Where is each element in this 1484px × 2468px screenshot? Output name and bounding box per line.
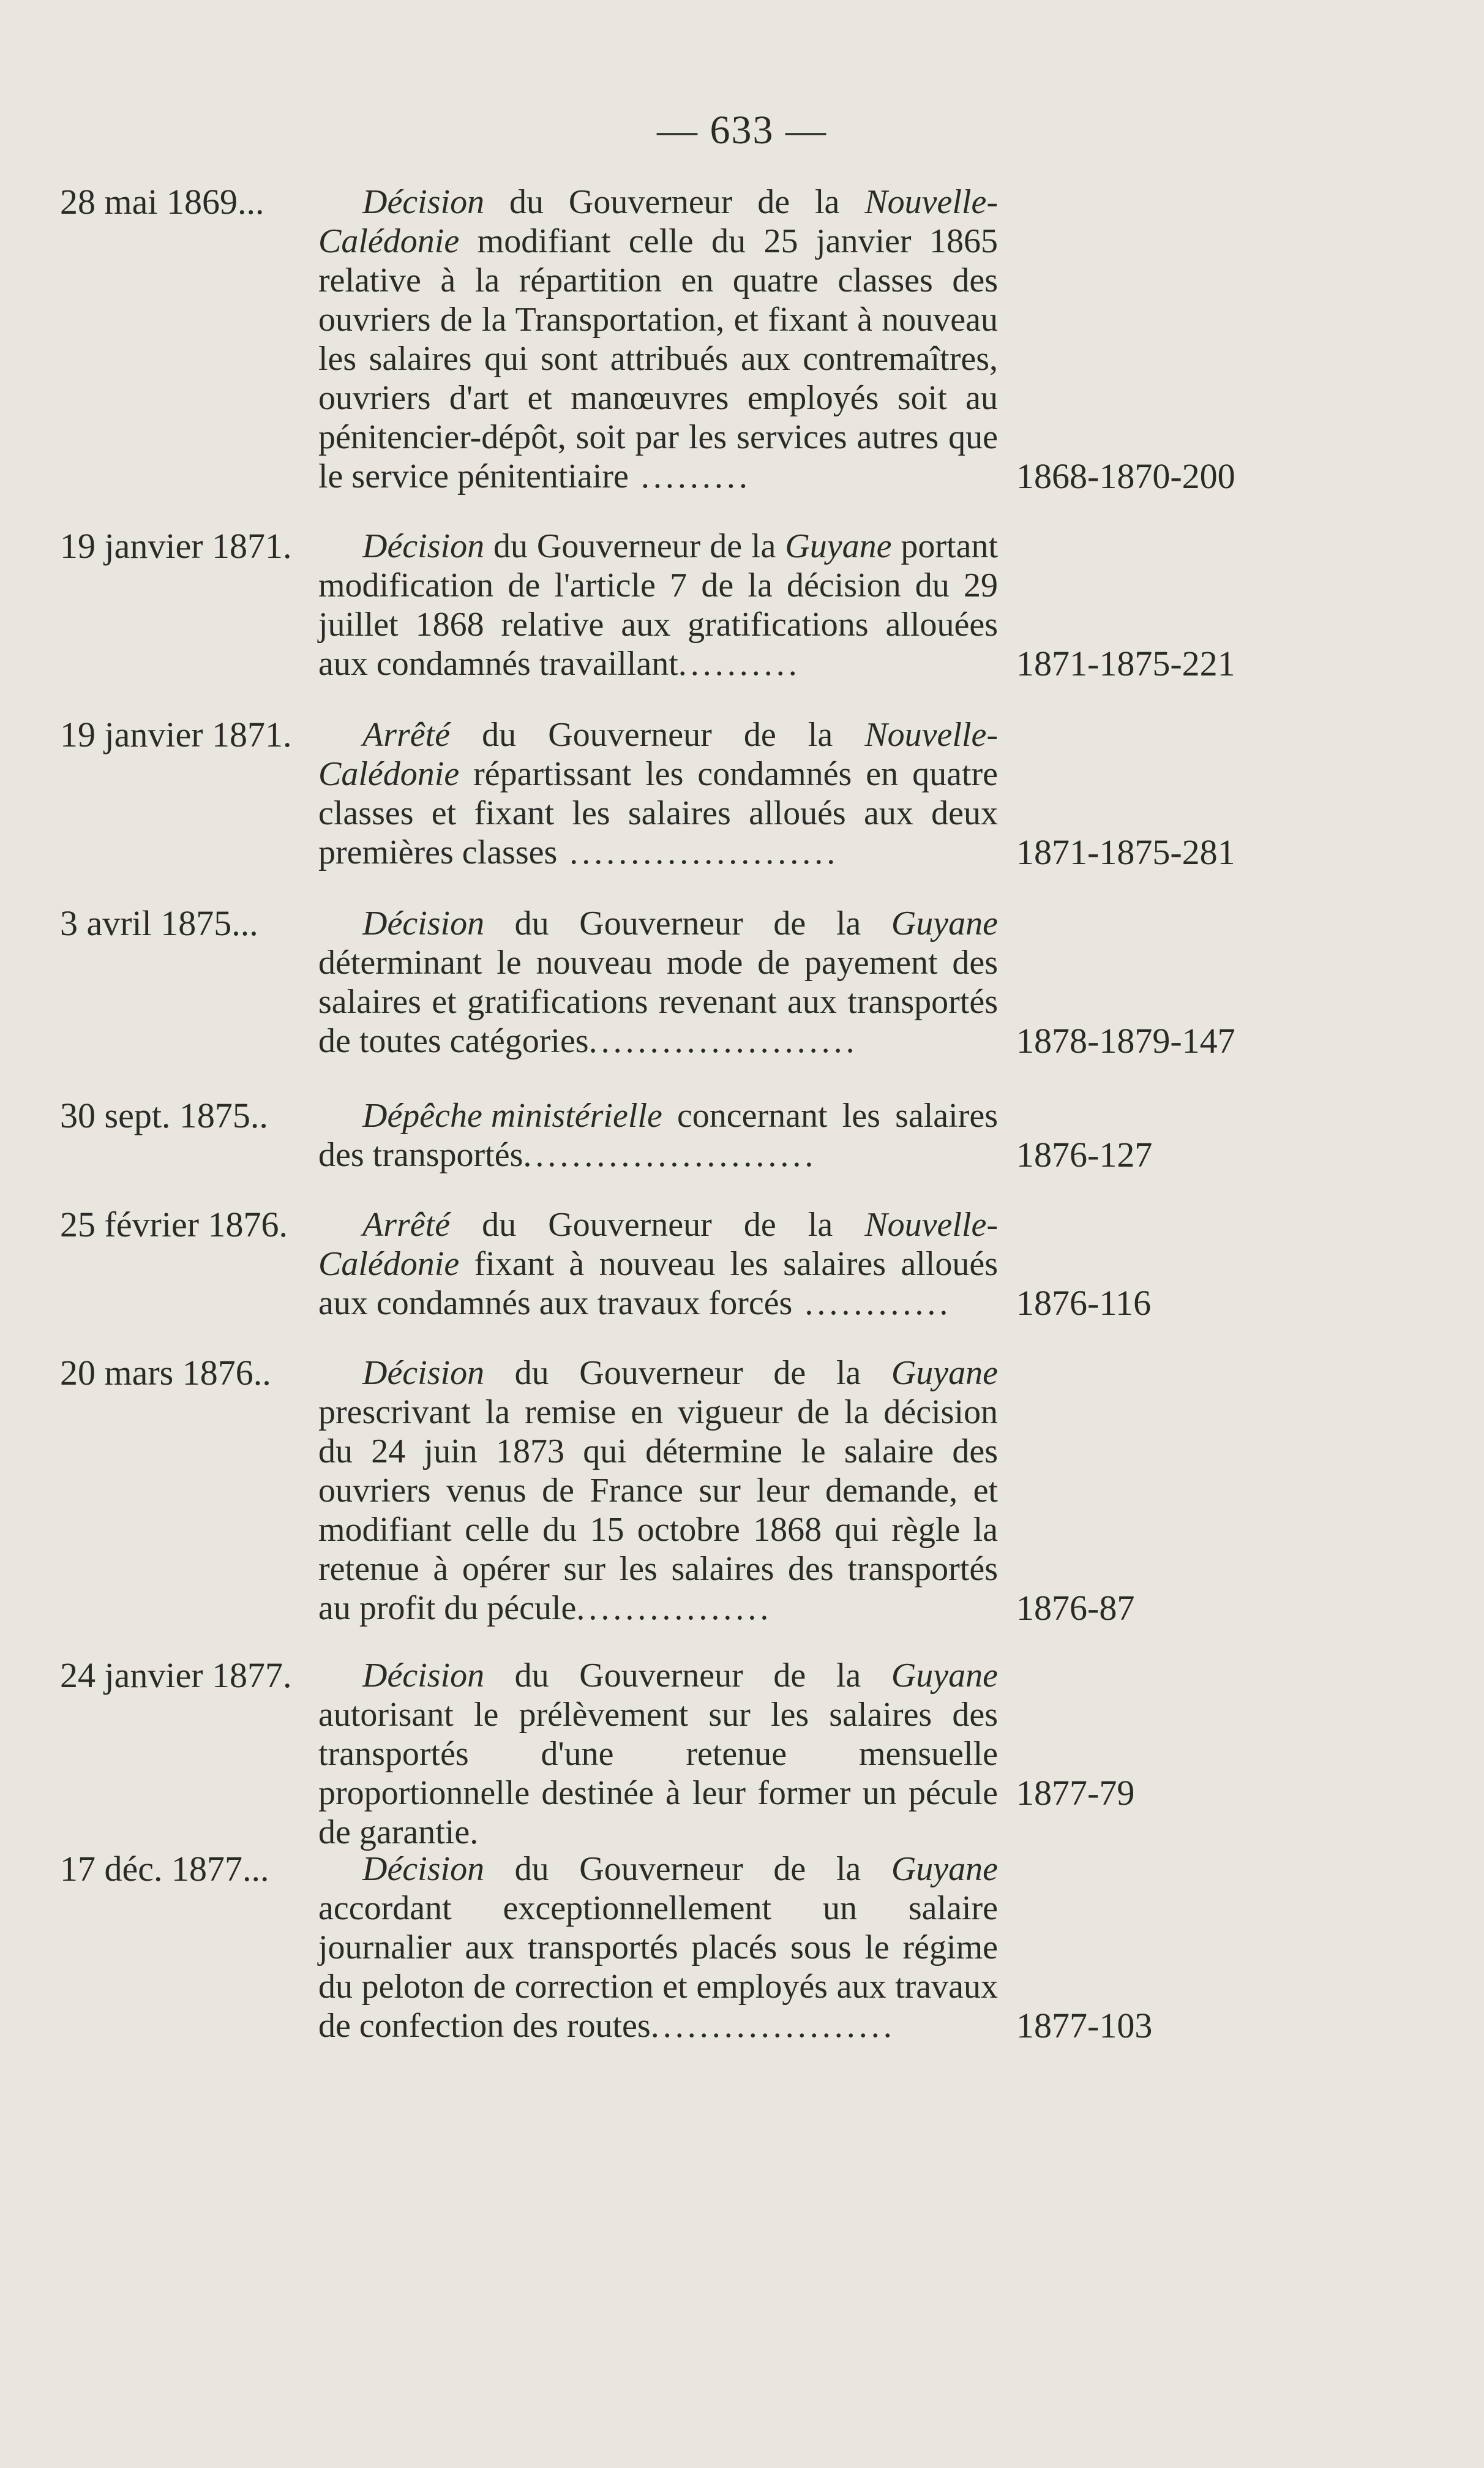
entry-document-type: Décision [362,905,485,942]
entry-reference: 1868-1870-200 [1016,456,1235,496]
entry-text-part: du Gouverneur de la [484,527,785,565]
entry-text-part: accordant exceptionnellement un salaire journalier aux transportés placés sous le régime du peloton de correction et employés aux travaux de confection des routes [318,1889,998,2045]
entry-date: 30 sept. 1875.. [60,1096,268,1135]
dot-leaders: ................ [576,1589,773,1627]
entry-description [318,182,998,496]
entry-text-part: autorisant le prélèvement sur les salaires des transportés d'une retenue mensuelle proportionnelle destinée à leur former un pécule de garantie. [318,1696,998,1851]
entry-reference: 1877-103 [1016,2006,1153,2045]
entry-reference: 1878-1879-147 [1016,1021,1235,1061]
entry-place: Guyane [891,905,998,942]
entry-date: 24 janvier 1877. [60,1655,292,1695]
entry-document-type: Décision [362,183,485,221]
entry-place: Nouvelle-Calédonie [318,716,998,793]
entry-reference: 1876-116 [1016,1283,1152,1323]
entry-description [318,1205,998,1323]
entry-place: Guyane [891,1850,998,1888]
entry-place: Guyane [891,1657,998,1695]
entry-reference: 1871-1875-281 [1016,832,1235,872]
entry-text-part: portant modification de l'article 7 de la décision du 29 juillet 1868 relative aux gratifications allouées aux condamnés travaillant [318,527,998,683]
entry-text-part: du Gouverneur de la [484,1354,891,1392]
entry-date: 28 mai 1869... [60,182,264,222]
dot-leaders: ...................... [588,1022,858,1060]
entry-document-type: Décision [362,527,485,565]
entry-text-part: du Gouverneur de la [450,1206,865,1244]
entry-date: 19 janvier 1871. [60,526,292,566]
entry-description [318,527,998,683]
entry-place: Nouvelle-Calédonie [318,183,998,260]
dot-leaders: ...................... [557,833,839,871]
dot-leaders: .......... [678,645,801,683]
entry-text-part: du Gouverneur de la [484,905,891,942]
entry-place: Guyane [785,527,892,565]
entry-reference: 1877-79 [1016,1773,1135,1813]
entry-date: 20 mars 1876.. [60,1353,271,1393]
entry-place: Guyane [891,1354,998,1392]
entry-text-part: modifiant celle du 25 janvier 1865 relative à la répartition en quatre classes des ouvriers de la Transportation, et fixant à nouveau les salaires qui sont attribués aux contremaîtres, ouvriers d'art et manœuvres employés soit au pénitencier-dépôt, soit par les services autres que le service pénitentiaire [318,222,998,495]
dot-leaders: .................... [650,2007,896,2045]
page-number: — 633 — [657,108,827,152]
entry-text-part: du Gouverneur de la [450,716,865,754]
entry-reference: 1876-127 [1016,1135,1153,1175]
entry-description [318,1849,998,2045]
entry-text-part: du Gouverneur de la [484,183,865,221]
entry-date: 19 janvier 1871. [60,715,292,754]
entry-text-part: du Gouverneur de la [484,1850,891,1888]
entry-document-type: Décision [362,1657,485,1695]
entry-description [318,904,998,1061]
entry-text-part: répartissant les condamnés en quatre classes et fixant les salaires alloués aux deux premières classes [318,755,998,871]
entry-description [318,1096,998,1175]
entry-text-part: du Gouverneur de la [484,1657,891,1695]
entry-place: Nouvelle-Calédonie [318,1206,998,1283]
entry-description [318,1353,998,1628]
entry-document-type: Décision [362,1850,485,1888]
entry-document-type: Dépêche ministérielle [362,1097,662,1135]
entry-text-part: prescrivant la remise en vigueur de la décision du 24 juin 1873 qui détermine le salaire des ouvriers venus de France sur leur demande, et modifiant celle du 15 octobre 1868 qui règle la retenue à opérer sur les salaires des transportés au profit du pécule [318,1393,998,1627]
entry-date: 25 février 1876. [60,1205,288,1244]
entry-text-part: déterminant le nouveau mode de payement des salaires et gratifications revenant aux transportés de toutes catégories [318,944,998,1060]
entry-description [318,715,998,872]
entry-document-type: Arrêté [362,716,451,754]
dot-leaders: ......... [628,457,751,495]
entry-reference: 1876-87 [1016,1588,1135,1628]
entry-date: 17 déc. 1877... [60,1849,269,1889]
entry-text-part: fixant à nouveau les salaires alloués aux condamnés aux travaux forcés [318,1245,998,1322]
entry-reference: 1871-1875-221 [1016,644,1235,683]
entry-document-type: Décision [362,1354,485,1392]
entry-text-part: concernant les salaires des transportés [318,1097,998,1174]
dot-leaders: ............ [792,1284,952,1322]
entry-date: 3 avril 1875... [60,903,258,943]
entry-document-type: Arrêté [362,1206,451,1244]
dot-leaders: ........................ [523,1136,817,1174]
entry-description [318,1656,998,1852]
